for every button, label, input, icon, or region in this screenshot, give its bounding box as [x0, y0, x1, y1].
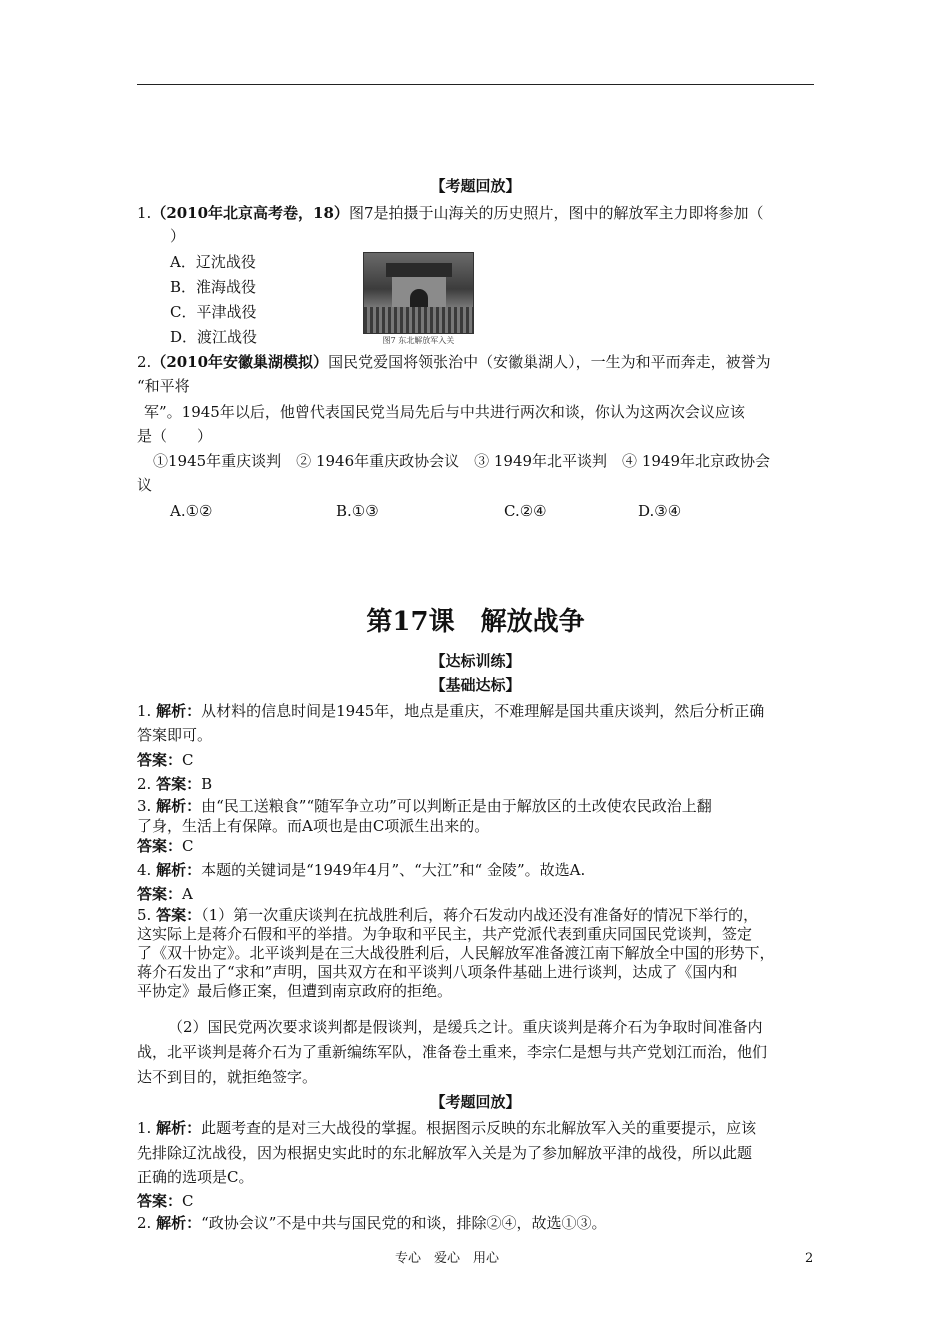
answer-5-line3: 了《双十协定》。北平谈判是在三大战役胜利后，人民解放军准备渡江南下解放全中国的形势下， [137, 944, 775, 962]
q2-choice-d: D.③④ [638, 502, 682, 520]
q2-choice-c: C.②④ [504, 502, 547, 520]
answer-2-key: 2. 答案：B [137, 775, 213, 793]
review-1-key: 答案：C [137, 1192, 194, 1210]
section-training: 【达标训练】 [430, 652, 521, 670]
header-rule [137, 84, 814, 85]
photo-caption: 图7 东北解放军入关 [382, 336, 455, 345]
page-footer: 专心 爱心 用心 [395, 1251, 500, 1266]
question-2-line1: 2.（2010年安徽巢湖模拟）国民党爱国将领张治中（安徽巢湖人），一生为和平而奔走，被誉为 [137, 353, 771, 371]
answer-1-analysis: 1. 解析：从材料的信息时间是1945年，地点是重庆，不难理解是国共重庆谈判，然后分析正确 [137, 702, 765, 720]
answer-3-key: 答案：C [137, 837, 194, 855]
answer-5-line1: 5. 答案：（1）第一次重庆谈判在抗战胜利后，蒋介石发动内战还没有准备好的情况下举行的， [137, 906, 759, 924]
q1-option-b: B．淮海战役 [170, 278, 257, 296]
q2-choice-a: A.①② [170, 502, 213, 520]
section-heading-review: 【考题回放】 [430, 177, 521, 195]
answer-5-para2-line2: 战，北平谈判是蒋介石为了重新编练军队，准备卷土重来，李宗仁是想与共产党划江而治，他们 [137, 1043, 768, 1061]
subsection-basic: 【基础达标】 [430, 676, 521, 694]
q1-option-a: A．辽沈战役 [170, 253, 256, 271]
page-number: 2 [805, 1251, 814, 1266]
question-1-stem: 1.（2010年北京高考卷，18）图7是拍摄于山海关的历史照片，图中的解放军主力即将参加（ [137, 204, 764, 222]
question-2-line4: 是（ ） [137, 427, 213, 445]
answer-5-line2: 这实际上是蒋介石假和平的举措。为争取和平民主，共产党派代表到重庆同国民党谈判，签定 [137, 925, 753, 943]
answer-4-analysis: 4. 解析：本题的关键词是“1949年4月”、“大江”和“ 金陵”。故选A. [137, 861, 586, 879]
question-2-line6: 议 [137, 476, 153, 494]
lesson-title: 第17课 解放战争 [366, 607, 585, 637]
answer-1-analysis-cont: 答案即可。 [137, 726, 213, 744]
review-1-analysis-cont1: 先排除辽沈战役，因为根据史实此时的东北解放军入关是为了参加解放平津的战役，所以此题 [137, 1144, 753, 1162]
q1-option-c: C．平津战役 [170, 303, 257, 321]
section-heading-review-2: 【考题回放】 [430, 1093, 521, 1111]
photo-image [363, 252, 474, 334]
answer-1-key: 答案：C [137, 751, 194, 769]
review-1-analysis-cont2: 正确的选项是C。 [137, 1168, 254, 1186]
question-2-line3: 军”。1945年以后，他曾代表国民党当局先后与中共进行两次和谈，你认为这两次会议应该 [144, 403, 745, 421]
q1-option-d: D．渡江战役 [170, 328, 258, 346]
question-1-stem-end: ） [170, 227, 186, 245]
q2-choice-b: B.①③ [336, 502, 379, 520]
historical-photo [363, 252, 474, 347]
review-2-analysis: 2. 解析：“政协会议”不是中共与国民党的和谈，排除②④，故选①③。 [137, 1214, 607, 1232]
question-2-line2: “和平将 [137, 377, 190, 395]
answer-5-line5: 平协定》最后修正案，但遭到南京政府的拒绝。 [137, 982, 453, 1000]
answer-4-key: 答案：A [137, 885, 193, 903]
question-2-line5: ①1945年重庆谈判 ② 1946年重庆政协会议 ③ 1949年北平谈判 ④ 1949年北京政协会 [153, 452, 771, 470]
review-1-analysis: 1. 解析：此题考查的是对三大战役的掌握。根据图示反映的东北解放军入关的重要提示，应该 [137, 1119, 757, 1137]
answer-5-line4: 蒋介石发出了“求和”声明，国共双方在和平谈判八项条件基础上进行谈判，达成了《国内和 [137, 963, 738, 981]
answer-3-analysis-cont: 了身，生活上有保障。而A项也是由C项派生出来的。 [137, 817, 490, 835]
answer-5-para2-line3: 达不到目的，就拒绝签字。 [137, 1068, 318, 1086]
answer-5-para2-line1: （2）国民党两次要求谈判都是假谈判，是缓兵之计。重庆谈判是蒋介石为争取时间准备内 [168, 1018, 763, 1036]
answer-3-analysis: 3. 解析：由“民工送粮食”“随军争立功”可以判断正是由于解放区的土改使农民政治上翻 [137, 797, 712, 815]
